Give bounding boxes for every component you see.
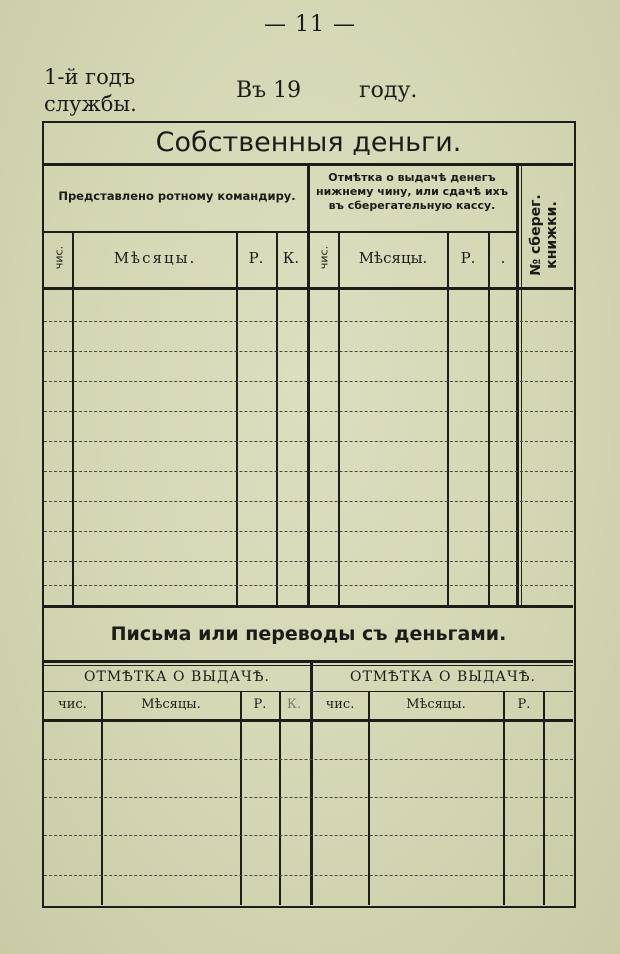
col-header-left-date: чис. bbox=[52, 245, 66, 270]
col-header-right-kop: . bbox=[500, 249, 506, 267]
col-header-left-kop: К. bbox=[282, 249, 300, 267]
page-number: — 11 — bbox=[264, 12, 356, 37]
col-header-left-months: Мѣсяцы. bbox=[113, 249, 197, 267]
year-prefix: Въ 19 bbox=[236, 78, 302, 103]
section2-left-header: ОТМѢТКА О ВЫДАЧѢ. bbox=[84, 669, 270, 685]
col-header-left-rub: Р. bbox=[248, 249, 264, 267]
s2-col-left-months: Мѣсяцы. bbox=[141, 697, 201, 712]
section1-savings-header: № сберег. книжки. bbox=[528, 194, 560, 276]
s2-col-left-date: чис. bbox=[58, 697, 87, 712]
year-suffix: году. bbox=[359, 78, 418, 103]
year-line bbox=[236, 78, 417, 103]
section2-title: Письма или переводы съ деньгами. bbox=[110, 623, 507, 645]
s2-col-right-rub: Р. bbox=[517, 697, 531, 712]
service-year-label: 1-й годъ службы. bbox=[44, 65, 137, 116]
s2-col-right-months: Мѣсяцы. bbox=[406, 697, 466, 712]
col-header-right-rub: Р. bbox=[460, 249, 476, 267]
section1-left-header: Представлено ротному командиру. bbox=[58, 189, 296, 203]
s2-col-left-rub: Р. bbox=[253, 697, 267, 712]
section1-right-header: Отмѣтка о выдачѣ денегъ нижнему чину, или сдачѣ ихъ въ сберегательную кассу. bbox=[315, 171, 509, 212]
ledger-form bbox=[42, 121, 576, 908]
col-header-right-date: чис. bbox=[317, 245, 331, 270]
section2-right-header: ОТМѢТКА О ВЫДАЧѢ. bbox=[350, 669, 536, 685]
s2-col-right-kop bbox=[544, 697, 573, 712]
s2-col-right-date: чис. bbox=[325, 697, 355, 712]
section1-title: Собственныя деньги. bbox=[155, 127, 462, 158]
col-header-right-months: Мѣсяцы. bbox=[358, 249, 428, 267]
s2-col-left-kop: К. bbox=[286, 697, 302, 712]
